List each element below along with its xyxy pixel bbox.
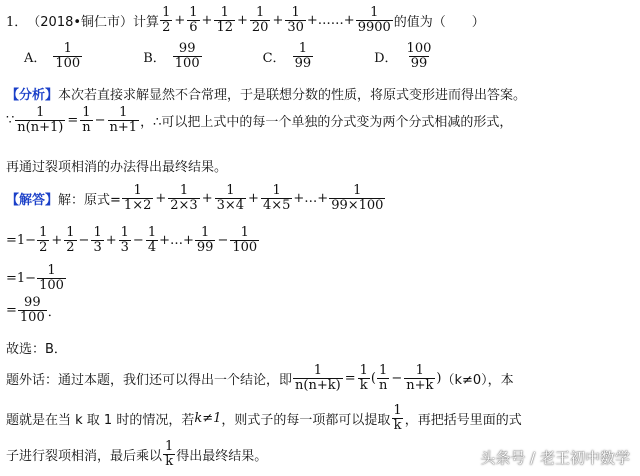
answer-line [6,338,67,357]
problem-term-4: $\frac{1}{20}$ [251,5,269,35]
solution-last-term: $\frac{1}{99\times 100}$ [331,183,384,213]
problem-last-term: $\frac{1}{9900}$ [357,5,391,35]
problem-number: 1． [6,14,28,30]
split-frac-3: $\frac{1}{3}$ [93,225,102,255]
note-frac-4: $\frac{1}{n+k}$ [406,363,434,393]
option-b: B． $\frac{99}{100}$ [143,41,200,71]
solution-term-4: $\frac{1}{4\times 5}$ [262,183,291,213]
note-frac-2: $\frac{1}{k}$ [359,363,368,393]
because-symbol: ∵ [6,112,15,128]
problem-tail: 的值为（ ） [393,14,485,30]
note-line2a: 题就是在当 k 取 1 时的情况，若 [6,412,195,428]
note-open-paren: ( [370,370,376,386]
split-frac-5: $\frac{1}{4}$ [147,225,157,255]
option-a: A． $\frac{1}{100}$ [24,41,81,71]
note-line-1 [6,364,514,392]
option-d: D． $\frac{100}{99}$ [374,41,432,71]
split-frac-6: $\frac{1}{99}$ [196,225,214,255]
options-row [24,42,494,70]
problem-source: （2018•铜仁市） [27,14,134,30]
note-frac-5: $\frac{1}{k}$ [393,403,402,433]
split-frac-7: $\frac{1}{100}$ [232,225,258,255]
split-op-1: + [51,232,63,248]
split-frac-2: $\frac{1}{2}$ [66,225,75,255]
problem-ellipsis: +……+ [306,12,355,28]
solution-ellipsis: +…+ [293,190,329,206]
note-line3b: 得出最终结果。 [176,448,268,464]
solution-lead: 解：原式= [58,192,121,208]
note-lead: 题外话：通过本题，我们还可以得出一个结论，即 [6,372,293,388]
solution-line-3 [6,264,67,292]
solution-line-2 [6,226,260,254]
solution-term-3: $\frac{1}{3\times 4}$ [216,183,245,213]
split-frac-4: $\frac{1}{3}$ [120,225,129,255]
solution-line-1: 【解答】 解：原式= $\frac{1}{1\times 2}$ + $\frac{1}{2\times 3}$ + $\frac{1}{3\times 4}$ + $\frac{1}{4\times 5}$ +…+ $\frac{1}{99\times 100}$ [6,183,384,213]
note-line-3 [6,440,267,468]
analysis-frac-3: $\frac{1}{n+1}$ [109,105,138,135]
analysis-line-2 [6,156,227,175]
solution-result-frac: $\frac{99}{100}$ [19,295,45,325]
watermark: 头条号 / 老王初中数学 [480,449,630,467]
analysis-tag: 【分析】 [6,88,59,103]
split-ellipsis: +…+ [159,232,194,248]
analysis-minus: − [94,112,106,128]
analysis-frac-1: $\frac{1}{n(n+1)}$ [17,105,64,135]
solution-term-1: $\frac{1}{1\times 2}$ [123,183,152,213]
note-line2c: ，则式子的每一项都可以提取 [221,412,391,428]
analysis-text: 本次若直接求解显然不合常理，于是联想分数的性质，将原式变形进而得出答案。 [58,88,527,103]
note-line-2 [6,404,522,432]
note-eq: = [344,370,356,386]
problem-term-5: $\frac{1}{30}$ [287,5,304,35]
analysis-formula-line [6,106,512,134]
solution-term-2: $\frac{1}{2\times 3}$ [170,183,198,213]
note-frac-6: $\frac{1}{k}$ [165,439,174,469]
note-frac-3: $\frac{1}{n}$ [378,363,388,393]
note-cond: （k≠0），本 [441,372,514,388]
split-frac-1: $\frac{1}{2}$ [39,225,48,255]
solution-line2-start: =1− [6,232,37,248]
split-op-3: + [105,232,117,248]
analysis-frac-2: $\frac{1}{n}$ [82,105,91,135]
solution-line4-start: = [6,302,17,318]
option-c: C． $\frac{1}{99}$ [262,41,312,71]
problem-term-2: $\frac{1}{6}$ [189,5,198,35]
problem-line: 1． （2018•铜仁市） 计算 $\frac{1}{2}$ + $\frac{1}{6}$ + $\frac{1}{12}$ + $\frac{1}{20}$ + $\frac{1}{30}$ +……+ $\frac{1}{9900}$ 的值为（ ） [6,5,485,35]
split-op-2: − [78,232,90,248]
solution-line-4 [6,296,61,324]
problem-term-3: $\frac{1}{12}$ [216,5,233,35]
note-minus: − [391,370,403,386]
problem-term-1: $\frac{1}{2}$ [162,5,171,35]
split-op-4: − [132,232,144,248]
split-op-5: − [217,232,229,248]
note-close-paren: ) [436,370,442,386]
note-line2d: ，再把括号里面的式 [404,412,522,428]
solution-line3-frac: $\frac{1}{100}$ [39,263,64,293]
solution-line4-end: ． [47,304,61,320]
note-frac-1: $\frac{1}{n(n+k)}$ [295,363,341,393]
answer-text: 故选：B． [6,342,67,357]
analysis-comma-text: ，∴可以把上式中的每一个单独的分式变为两个分式相减的形式， [140,114,513,130]
solution-line3-start: =1− [6,270,37,286]
problem-lead: 计算 [133,14,160,30]
solution-tag: 【解答】 [6,192,59,208]
analysis-line [6,84,526,103]
analysis-text-2: 再通过裂项相消的办法得出最终结果。 [6,160,228,175]
analysis-eq: = [67,112,79,128]
note-line3a: 子进行裂项相消，最后乘以 [6,448,163,464]
note-line2b: k≠1 [194,410,222,426]
